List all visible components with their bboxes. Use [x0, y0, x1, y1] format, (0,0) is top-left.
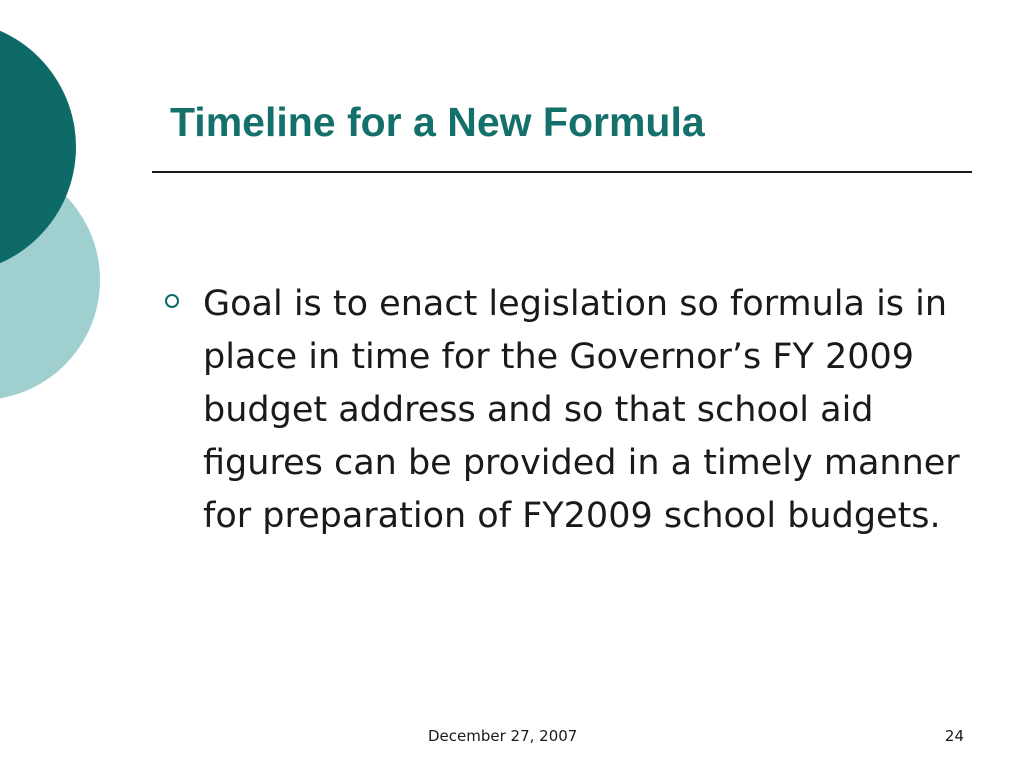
bullet-text: Goal is to enact legislation so formula is in place in time for the Governor’s FY 2009 budget address and so that school aid figures can be provided in a timely manner for preparation of FY2009 school budgets. [203, 284, 960, 536]
slide-title: Timeline for a New Formula [170, 99, 705, 145]
title-divider [152, 171, 972, 173]
hollow-circle-bullet-icon [165, 294, 179, 308]
footer-date: December 27, 2007 [428, 727, 578, 745]
slide-number: 24 [944, 727, 964, 745]
